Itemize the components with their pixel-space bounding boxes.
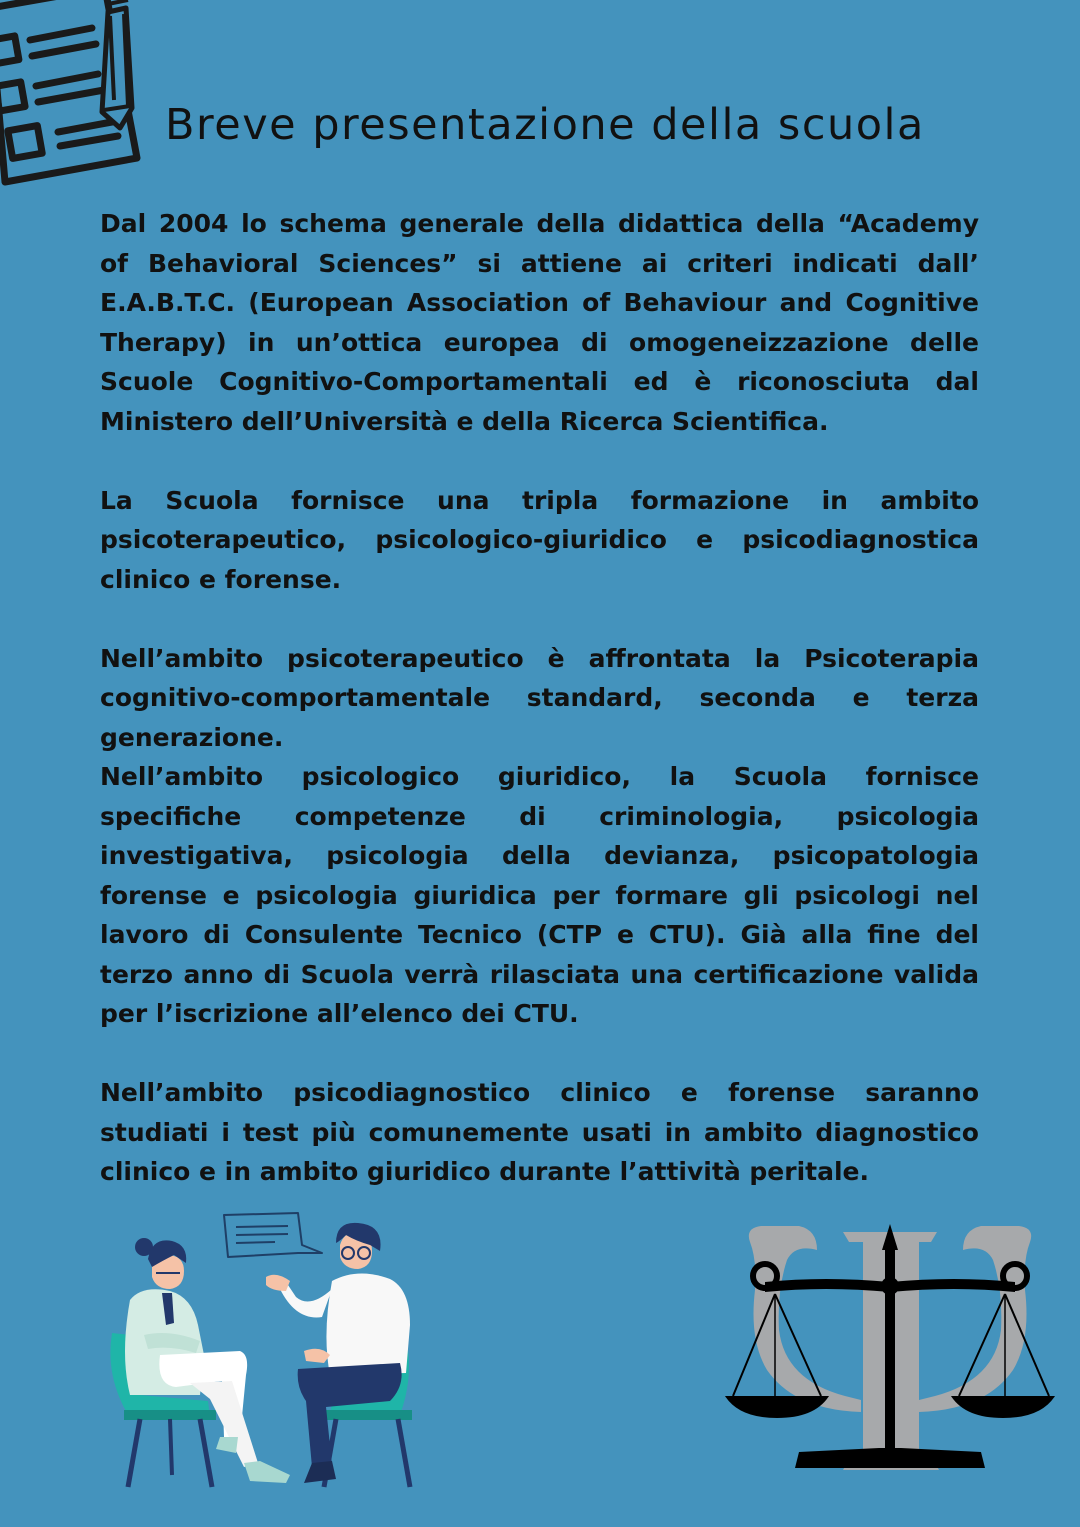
paragraph-legal-psychology: Nell’ambito psicologico giuridico, la Scuola fornisce specifiche competenze di criminologia, psicologia investigativa, psicologia della devianza, psicopatologia forense e psicologia giuridica per formare gli psicologi nel lavoro di Consulente Tecnico (CTP e CTU). Già alla fine del terzo anno di Scuola verrà rilasciata una certificazione valida per l’iscrizione all’elenco dei CTU.: [100, 762, 979, 1028]
body-text: [100, 204, 979, 1192]
paragraph-psychotherapy: Nell’ambito psicoterapeutico è affrontata la Psicoterapia cognitivo-comportamentale standard, seconda e terza generazione.: [100, 643, 979, 752]
paragraph-intro: Dal 2004 lo schema generale della didattica della “Academy of Behavioral Sciences” si attiene ai criteri indicati dall’ E.A.B.T.C. (European Association of Behaviour and Cognitive Therapy) in un’ottica europea di omogeneizzazione delle Scuole Cognitivo-Comportamentali ed è riconosciuta dal Ministero dell’Università e della Ricerca Scientifica.: [100, 209, 979, 436]
paragraph-training: La Scuola fornisce una tripla formazione in ambito psicoterapeutico, psicologico-giuridico e psicodiagnostica clinico e forense.: [100, 485, 979, 594]
paragraph-psychodiagnostics: Nell’ambito psicodiagnostico clinico e forense saranno studiati i test più comunemente usati in ambito diagnostico clinico e in ambito giuridico durante l’attività peritale.: [100, 1078, 979, 1186]
man-figure: [266, 1223, 410, 1483]
therapy-conversation-illustration: [100, 1205, 430, 1495]
speech-bubble-icon: [224, 1213, 322, 1257]
page-title: Breve presentazione della scuola: [165, 100, 925, 150]
checklist-icon: [0, 0, 150, 195]
woman-figure: [125, 1238, 290, 1483]
psi-scales-of-justice-icon: [725, 1220, 1055, 1480]
